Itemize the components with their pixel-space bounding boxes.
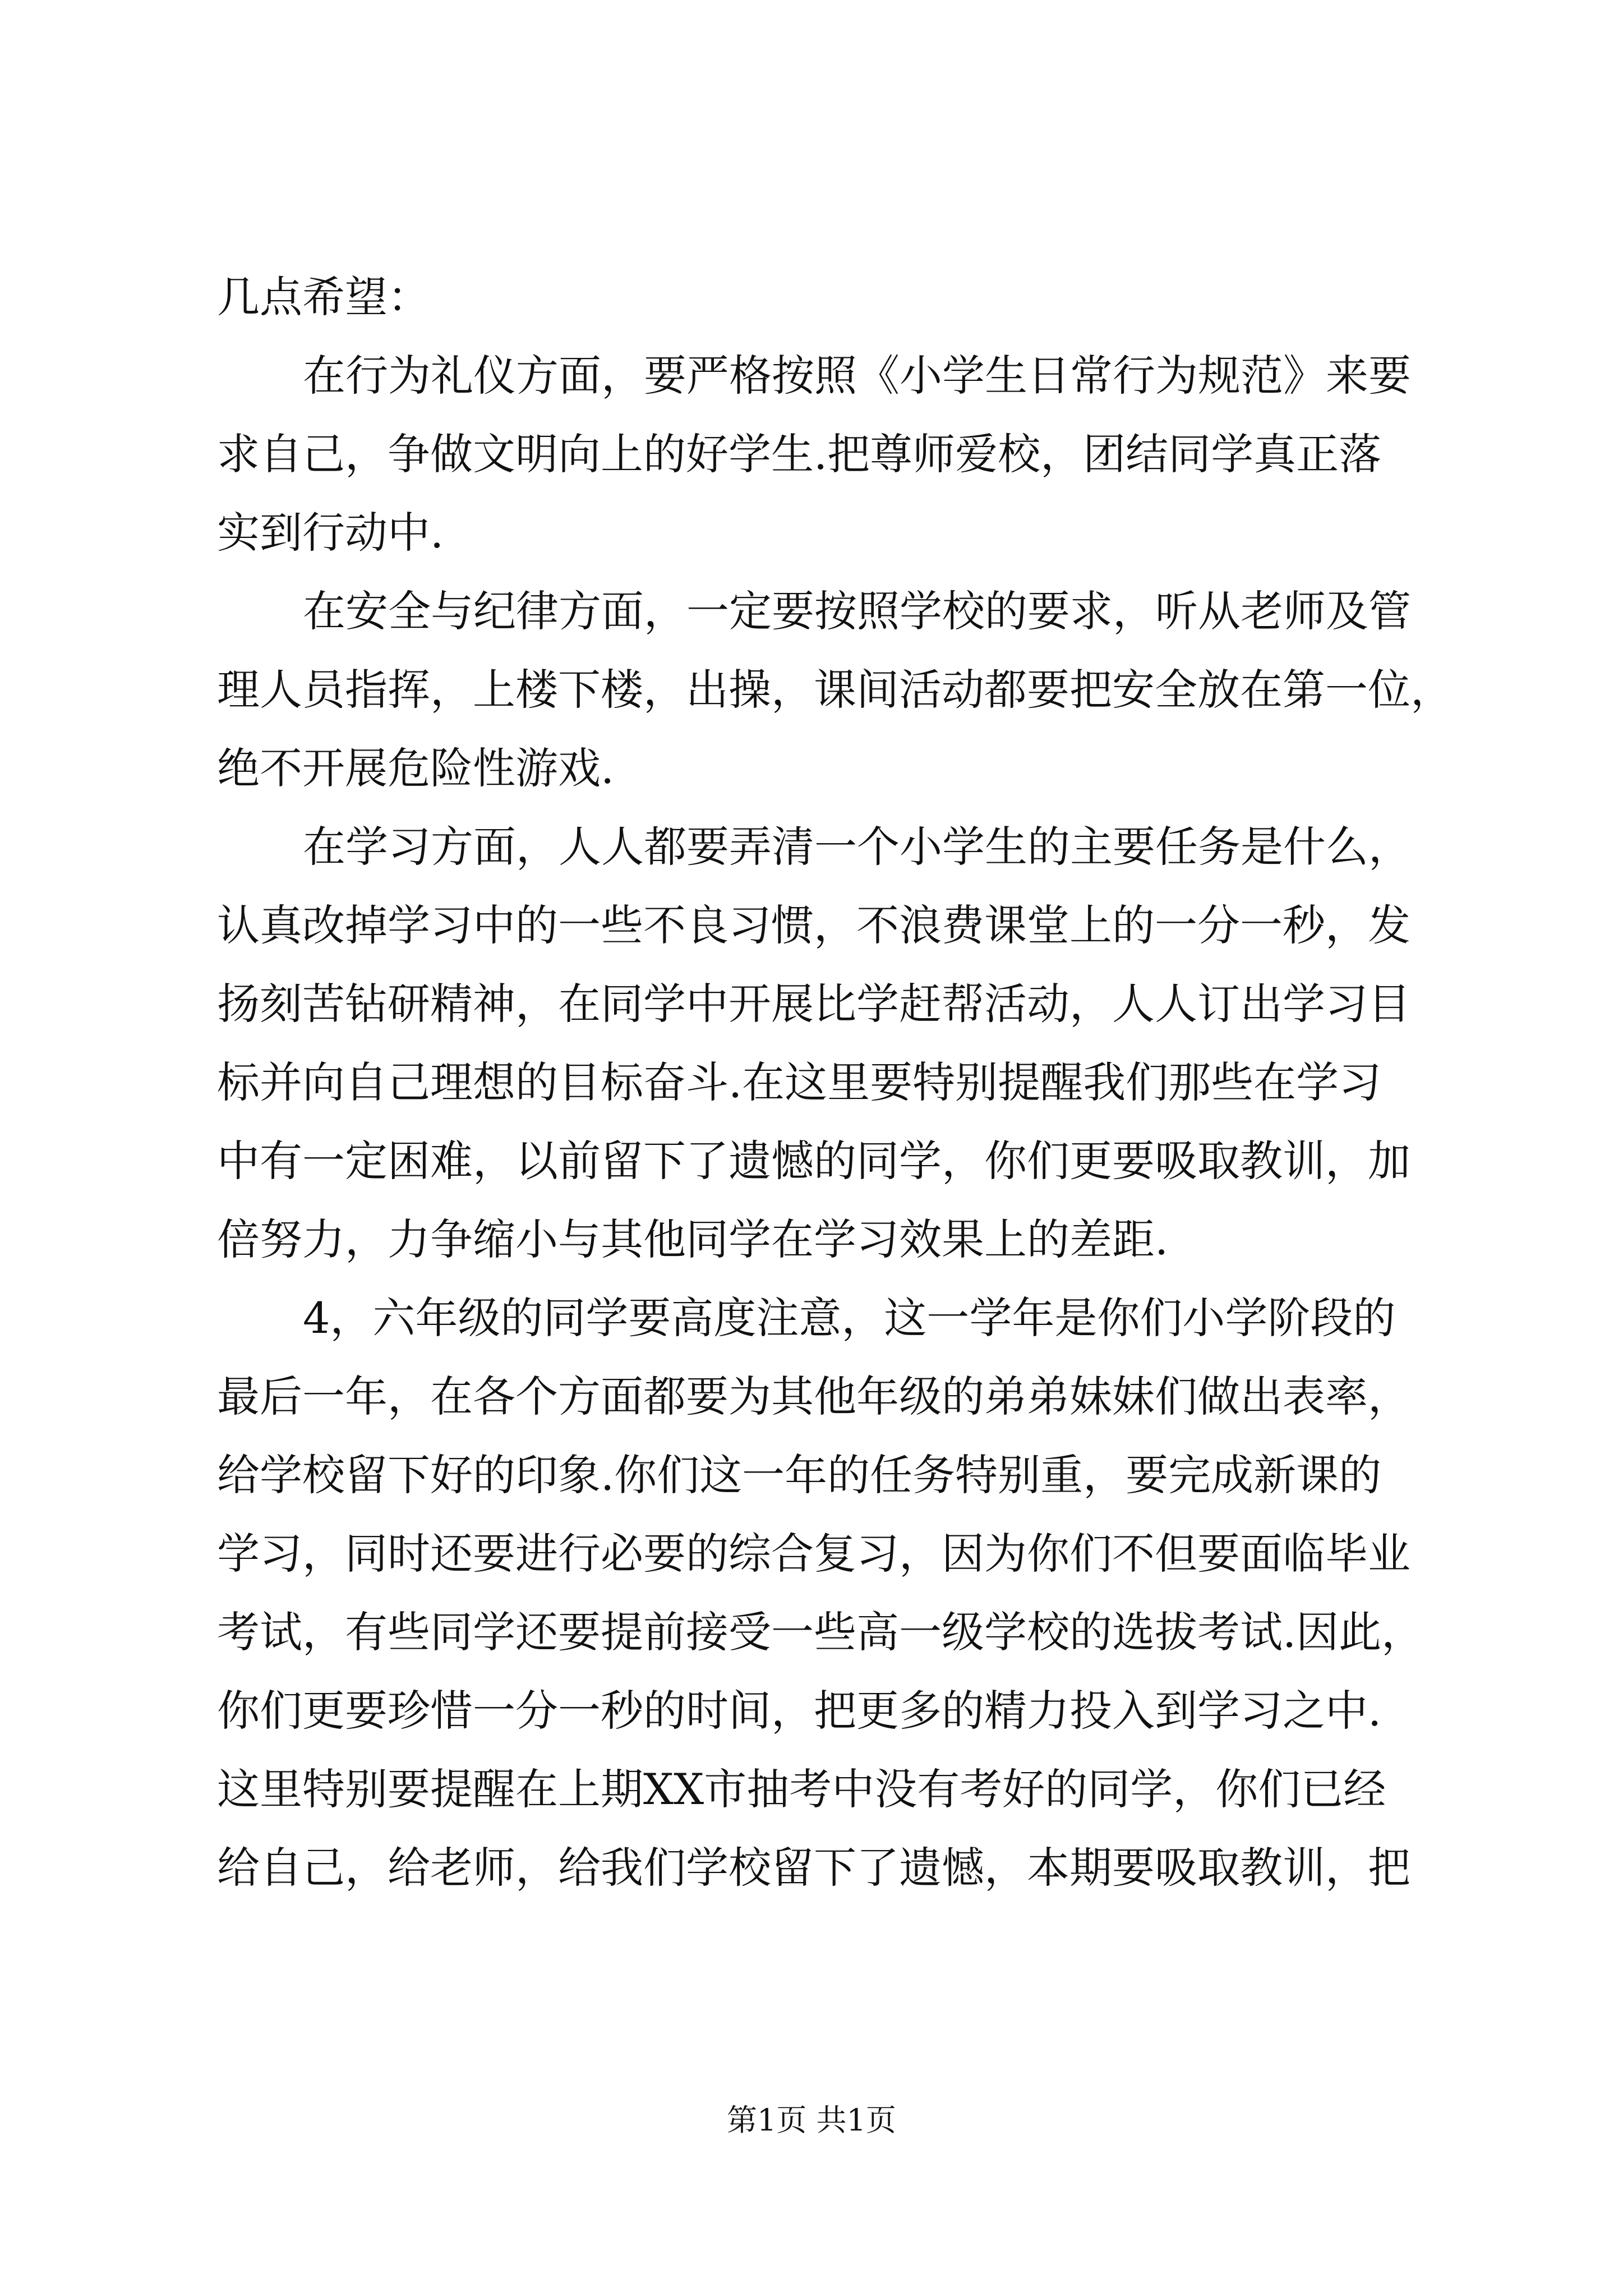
text-line: 考试，有些同学还要提前接受一些高一级学校的选拔考试.因此， (217, 1607, 1424, 1657)
text-line: 学习，同时还要进行必要的综合复习，因为你们不但要面临毕业 (217, 1529, 1410, 1579)
text-line: 你们更要珍惜一分一秒的时间，把更多的精力投入到学习之中. (217, 1686, 1382, 1736)
paragraph-start-line: 4，六年级的同学要高度注意，这一学年是你们小学阶段的 (303, 1293, 1396, 1343)
text-line: 实到行动中. (217, 508, 444, 558)
text-line: 扬刻苦钻研精神，在同学中开展比学赶帮活动，人人订出学习目 (217, 979, 1410, 1029)
text-line: 求自己，争做文明向上的好学生.把尊师爱校，团结同学真正落 (217, 429, 1382, 479)
paragraph-start-line: 在安全与纪律方面，一定要按照学校的要求，听从老师及管 (303, 586, 1411, 636)
text-line: 绝不开展危险性游戏. (217, 743, 615, 793)
text-line: 最后一年，在各个方面都要为其他年级的弟弟妹妹们做出表率， (217, 1372, 1410, 1421)
text-line: 给学校留下好的印象.你们这一年的任务特别重，要完成新课的 (217, 1450, 1382, 1500)
text-line: 给自己，给老师，给我们学校留下了遗憾，本期要吸取教训，把 (217, 1843, 1410, 1893)
text-line: 这里特别要提醒在上期XX市抽考中没有考好的同学，你们已经 (217, 1764, 1386, 1814)
text-line: 倍努力，力争缩小与其他同学在学习效果上的差距. (217, 1214, 1169, 1264)
text-line: 认真改掉学习中的一些不良习惯，不浪费课堂上的一分一秒，发 (217, 900, 1410, 950)
text-line: 几点希望： (217, 272, 430, 322)
paragraph-start-line: 在行为礼仪方面，要严格按照《小学生日常行为规范》来要 (303, 351, 1411, 401)
document-body (217, 258, 1453, 1907)
page-footer: 第1页 共1页 (727, 2102, 896, 2138)
paragraph-start-line: 在学习方面，人人都要弄清一个小学生的主要任务是什么， (303, 822, 1411, 872)
text-line: 中有一定困难，以前留下了遗憾的同学，你们更要吸取教训，加 (217, 1136, 1410, 1186)
text-line: 理人员指挥，上楼下楼，出操，课间活动都要把安全放在第一位， (217, 665, 1453, 715)
text-line: 标并向自己理想的目标奋斗.在这里要特别提醒我们那些在学习 (217, 1057, 1382, 1107)
